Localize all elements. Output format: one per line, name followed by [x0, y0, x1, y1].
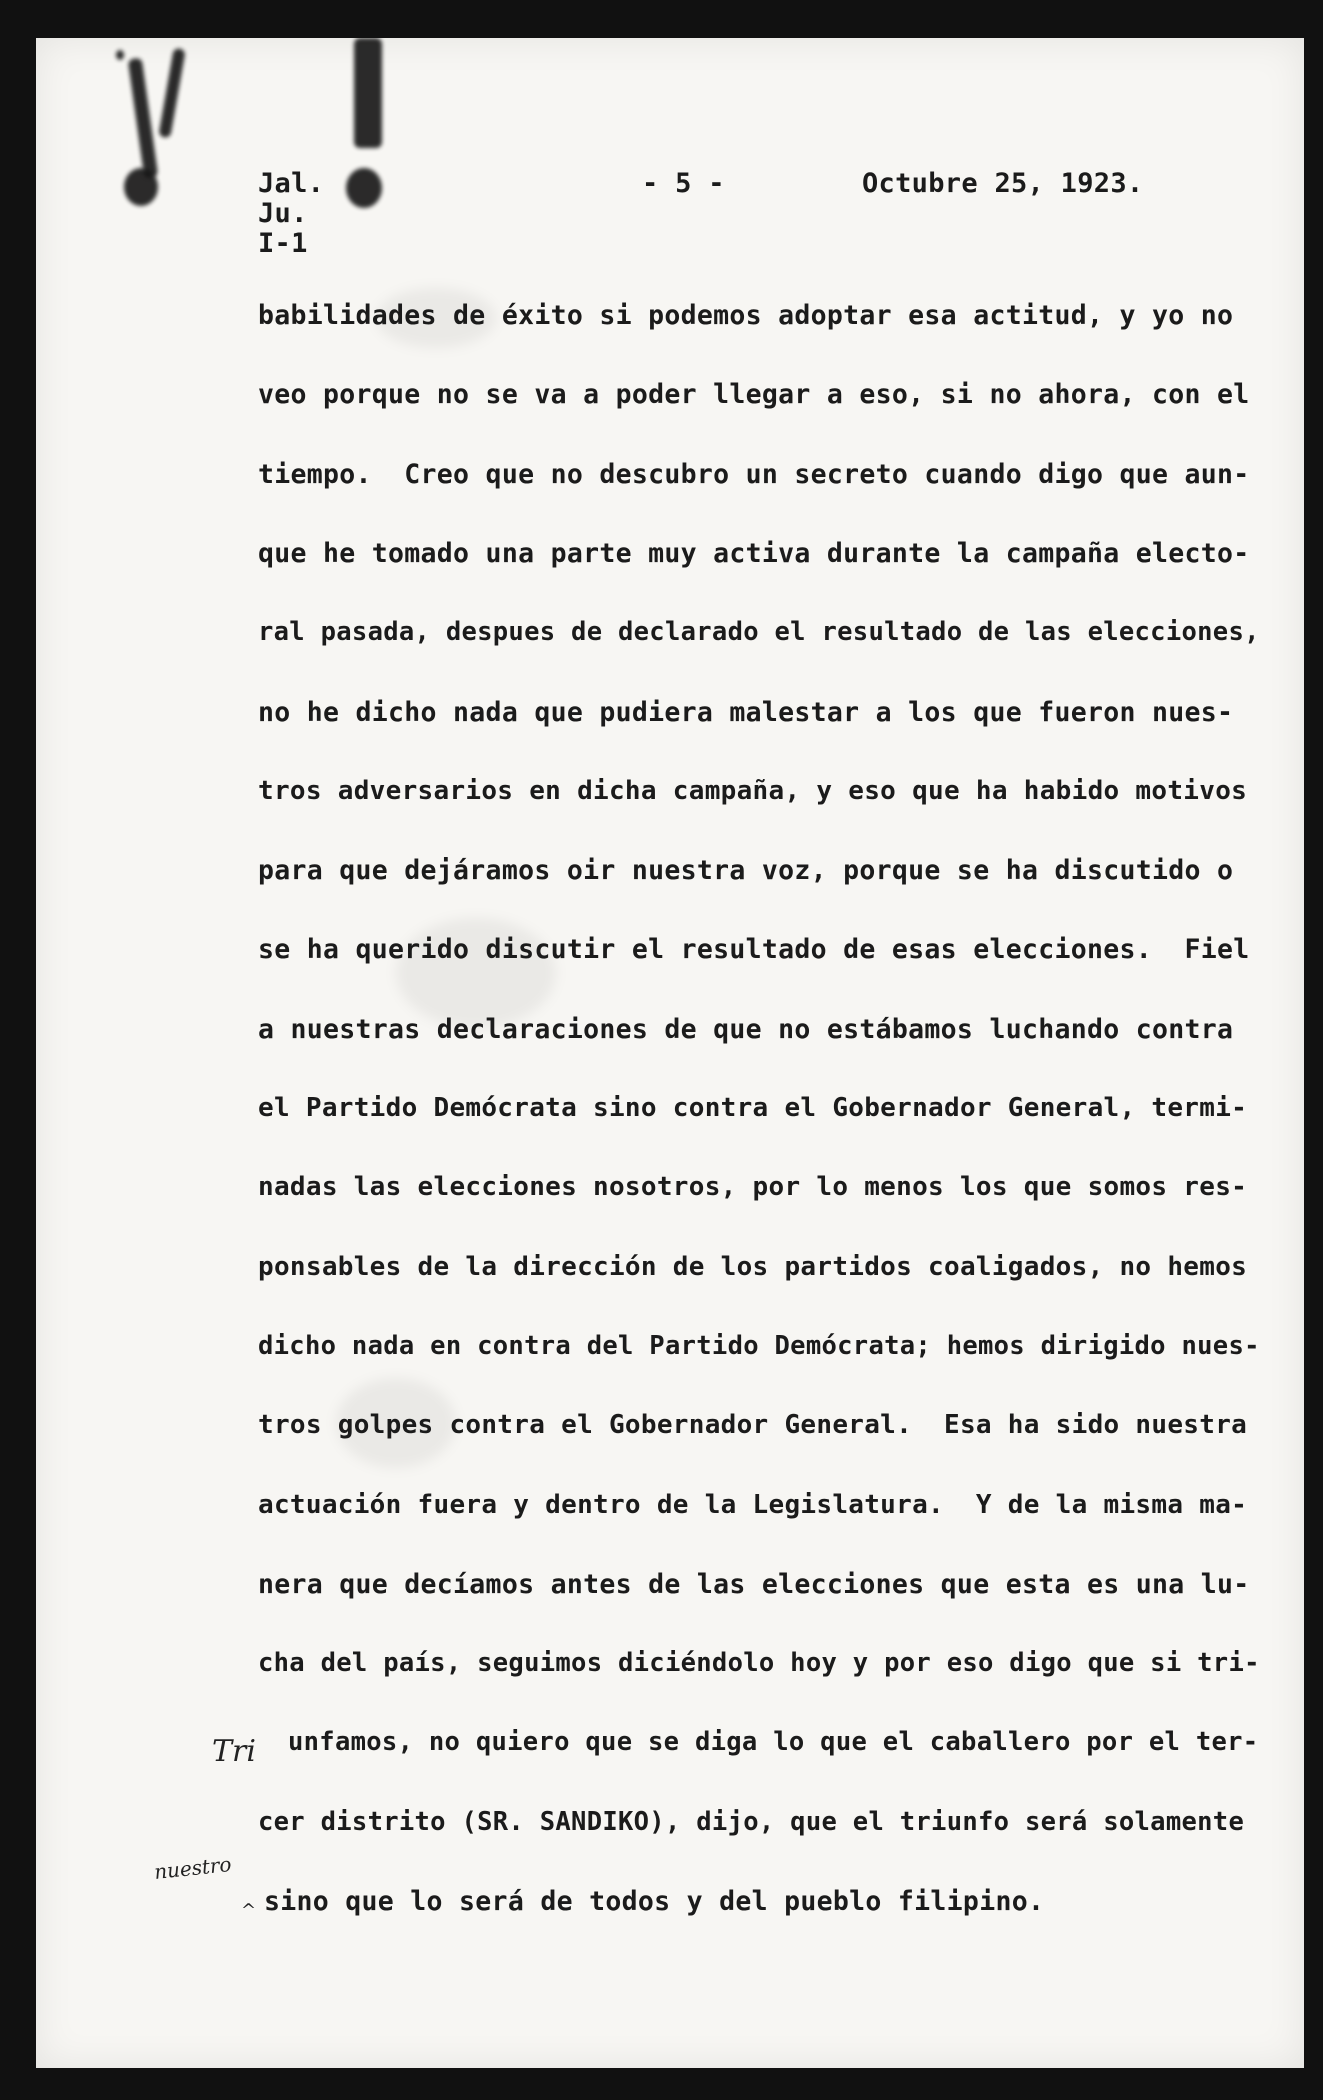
handwritten-insert-nuestro: nuestro	[152, 1852, 233, 1884]
text-line: unfamos, no quiero que se diga lo que el caballero por el ter-	[288, 1727, 1259, 1758]
text-line: veo porque no se va a poder llegar a eso, si no ahora, con el	[258, 379, 1250, 411]
text-line: nera que decíamos antes de las elecciones que esta es una lu-	[258, 1568, 1250, 1600]
text-line: a nuestras declaraciones de que no estábamos luchando contra	[258, 1013, 1234, 1045]
handwritten-insert-tri: Tri	[212, 1734, 256, 1769]
text-line: babilidades de éxito si podemos adoptar esa actitud, y yo no	[258, 300, 1234, 331]
text-line: sino que lo será de todos y del pueblo filipino.	[264, 1886, 1045, 1917]
text-line: el Partido Demócrata sino contra el Gobernador General, termi-	[258, 1093, 1248, 1123]
reference-line-1: Jal.	[258, 168, 325, 199]
insertion-caret: ^	[241, 1900, 257, 1921]
text-line: tros adversarios en dicha campaña, y eso que ha habido motivos	[258, 775, 1248, 806]
text-line: cha del país, seguimos diciéndolo hoy y por eso digo que si tri-	[258, 1648, 1260, 1679]
ink-dot-mark	[116, 50, 124, 60]
text-line: ponsables de la dirección de los partidos coaligados, no hemos	[258, 1251, 1248, 1282]
ink-smear-mark	[158, 48, 185, 139]
text-line: nadas las elecciones nosotros, por lo menos los que somos res-	[258, 1172, 1248, 1203]
text-line: que he tomado una parte muy activa durante la campaña electo-	[258, 537, 1250, 569]
text-line: tros golpes contra el Gobernador General. Esa ha sido nuestra	[258, 1410, 1248, 1441]
text-line: ral pasada, despues de declarado el resultado de las elecciones,	[258, 617, 1260, 648]
ink-smear-mark	[128, 58, 159, 179]
reference-line-3: I-1	[258, 228, 308, 259]
text-line: se ha querido discutir el resultado de esas elecciones. Fiel	[258, 934, 1250, 966]
page-number: - 5 -	[642, 168, 725, 199]
text-line: dicho nada en contra del Partido Demócrata; hemos dirigido nues-	[258, 1330, 1260, 1361]
film-border	[0, 2068, 1323, 2100]
text-line: no he dicho nada que pudiera malestar a los que fueron nues-	[258, 696, 1234, 728]
text-line: cer distrito (SR. SANDIKO), dijo, que el triunfo será solamente	[258, 1806, 1245, 1837]
text-line: para que dejáramos oir nuestra voz, porque se ha discutido o	[258, 855, 1234, 887]
reference-line-2: Ju.	[258, 198, 308, 229]
document-date: Octubre 25, 1923.	[862, 168, 1144, 199]
text-line: tiempo. Creo que no descubro un secreto cuando digo que aun-	[258, 458, 1250, 490]
ink-smear-mark	[354, 38, 382, 148]
punch-hole-mark	[346, 168, 382, 208]
text-line: actuación fuera y dentro de la Legislatura. Y de la misma ma-	[258, 1489, 1248, 1520]
document-page	[36, 38, 1304, 2068]
